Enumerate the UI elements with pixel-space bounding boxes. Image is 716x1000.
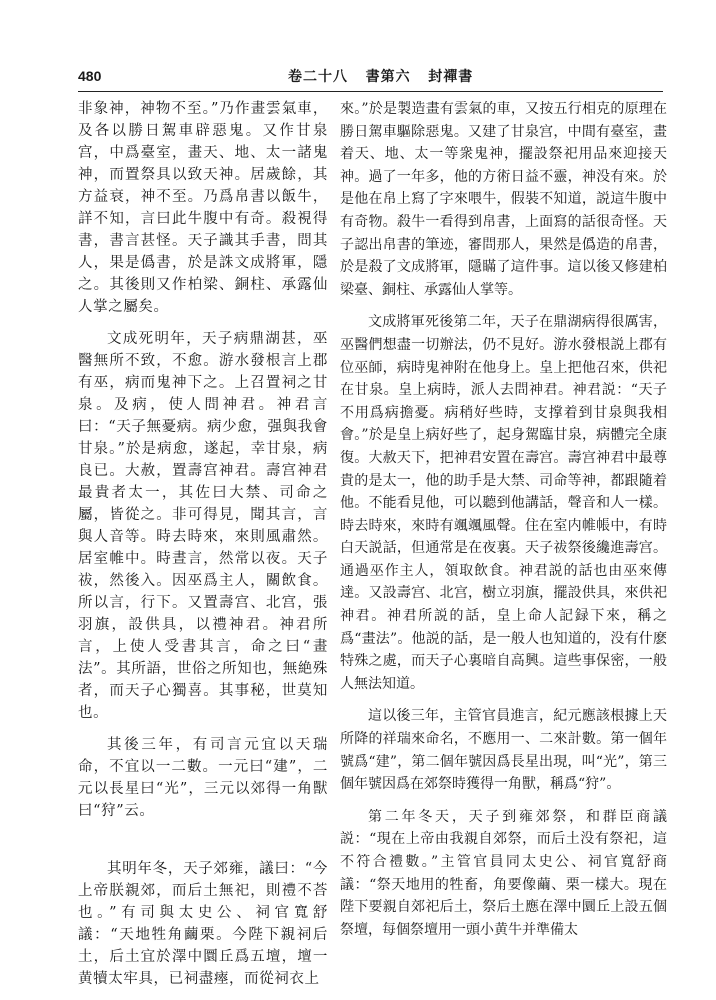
paragraph-gap — [340, 301, 667, 311]
paragraph-gap — [340, 796, 667, 806]
translation-column — [340, 98, 667, 941]
paragraph-gap — [78, 318, 328, 328]
paragraph-gap — [78, 822, 328, 858]
paragraph-gap — [78, 724, 328, 734]
header-rule — [78, 91, 663, 92]
translation-paragraph: 第二年冬天，天子到雍郊祭，和群臣商議説：“現在上帝由我親自郊祭，而后土没有祭祀，這不符合禮數。”主管官員同太史公、祠官寬舒商議：“祭天地用的牲畜，角要像繭、栗一樣大。現在陛下要親自郊祀后土，祭后土應在澤中圜丘上設五個祭壇，每個祭壇用一頭小黄牛并準備太 — [340, 808, 667, 938]
page-header — [78, 66, 663, 88]
translation-paragraph: 這以後三年，主管官員進言，紀元應該根據上天所降的祥瑞來命名，不應用一、二來計數。第一個年號爲“建”，第二個年號因爲長星出現，叫“光”，第三個年號因爲在郊祭時獲得一角獸，稱爲“狩”。 — [340, 708, 667, 793]
original-paragraph: 非象神，神物不至。”乃作畫雲氣車，及各以勝日駕車辟惡鬼。又作甘泉宫，中爲臺室，畫天、地、太一諸鬼神，而置祭具以致天神。居歲餘，其方益衰，神不至。乃爲帛書以飯牛，詳不知，言曰此牛腹中有奇。殺視得書，書言甚怪。天子識其手書，問其人，果是僞書，於是誅文成將軍，隱之。其後則又作柏梁、銅柱、承露仙人掌之屬矣。 — [78, 101, 328, 315]
translation-paragraph: 文成將軍死後第二年，天子在鼎湖病得很厲害，巫醫們想盡一切辦法，仍不見好。游水發根説上郡有位巫師，病時鬼神附在他身上。皇上把他召來，供祀在甘泉。皇上病時，派人去問神君。神君説：“天子不用爲病擔憂。病稍好些時，支撑着到甘泉與我相會。”於是皇上病好些了，起身駕臨甘泉，病體完全康復。大赦天下，把神君安置在壽宫。壽宫神君中最尊貴的是太一，他的助手是大禁、司命等神，都跟隨着他。不能看見他，可以聽到他講話，聲音和人一樣。時去時來，來時有颯颯風聲。住在室内帷帳中，有時白天説話，但通常是在夜裏。天子祓祭後纔進壽宫。通過巫作主人，領取飲食。神君説的話也由巫來傳達。又設壽宫、北宫，樹立羽旗，擺設供具，來供祀神君。神君所説的話，皇上命人記録下來，稱之爲“畫法”。他説的話，是一般人也知道的，没有什麽特殊之處，而天子心裏暗自高興。這些事保密，一般人無法知道。 — [340, 314, 667, 692]
paragraph-gap — [340, 695, 667, 705]
running-head: 卷二十八 書第六 封禪書 — [288, 69, 474, 85]
original-paragraph: 其後三年，有司言元宜以天瑞命，不宜以一二數。一元曰“建”，二元以長星曰“光”，三元以郊得一角獸曰“狩”云。 — [78, 737, 328, 819]
translation-paragraph: 來。”於是製造畫有雲氣的車，又按五行相克的原理在勝日駕車驅除惡鬼。又建了甘泉宫，中間有臺室，畫着天、地、太一等衆鬼神，擺設祭祀用品來迎接天神。過了一年多，他的方術日益不靈，神没有來。於是他在帛上寫了字來喂牛，假裝不知道，説這牛腹中有奇物。殺牛一看得到帛書，上面寫的話很奇怪。天子認出帛書的筆迹，審問那人，果然是僞造的帛書，於是殺了文成將軍，隱瞞了這件事。這以後又修建柏梁臺、銅柱、承露仙人掌等。 — [340, 101, 667, 298]
original-text-column — [78, 98, 328, 990]
original-paragraph: 其明年冬，天子郊雍，議曰：“今上帝朕親郊，而后土無祀，則禮不荅也。”有司與太史公、祠官寬舒議：“天地牲角繭栗。今陛下親祠后土，后土宜於澤中圜丘爲五壇，壇一黄犢太牢具，已祠盡瘞，而從祠衣上 — [78, 861, 328, 987]
original-paragraph: 文成死明年，天子病鼎湖甚，巫醫無所不致，不愈。游水發根言上郡有巫，病而鬼神下之。上召置祠之甘泉。及病，使人問神君。神君言曰：“天子無憂病。病少愈，强與我會甘泉。”於是病愈，遂起，幸甘泉，病良已。大赦，置壽宫神君。壽宫神君最貴者太一，其佐曰大禁、司命之屬，皆從之。非可得見，聞其言，言與人音等。時去時來，來則風肅然。居室帷中。時晝言，然常以夜。天子祓，然後入。因巫爲主人，關飲食。所以言，行下。又置壽宫、北宫，張羽旗，設供具，以禮神君。神君所言，上使人受書其言，命之曰“畫法”。其所語，世俗之所知也，無絶殊者，而天子心獨喜。其事秘，世莫知也。 — [78, 331, 328, 721]
page-number: 480 — [78, 68, 102, 84]
